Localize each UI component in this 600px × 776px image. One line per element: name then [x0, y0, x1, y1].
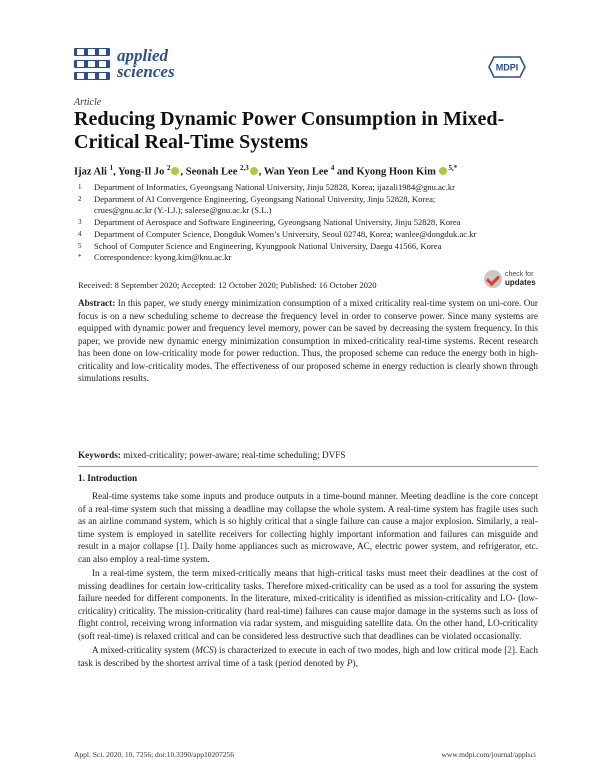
author-affil-mark: 2 [166, 164, 171, 172]
affiliation-list [78, 182, 538, 264]
paragraph-text: ]. Each task is described by the shortest arrival time of a task (period denoted by [78, 645, 539, 668]
check-updates-line2: updates [505, 277, 536, 287]
acronym: MCS [195, 645, 214, 655]
article-type: Article [74, 97, 102, 108]
affiliation-text: Correspondence: kyong.kim@knu.ac.kr [94, 252, 232, 263]
affiliation-number: * [78, 253, 82, 262]
paragraph-text: Real-time systems take some inputs and produce outputs in a time-bound manner. Meeting deadline is the core concept of a real-time system such that missing a deadline may collapse the whole system. A real-time system has fragile uses such as an airline command system, which is so highly critical that a single failure can cause a major explosion. Similarly, a real-time system is employed in satellite receivers for collecting highly important information and failures can misguide and result in a major collapse [ [78, 491, 538, 551]
affiliation-text: Department of AI Convergence Engineering, Gyeongsang National University, Jinju 52828, Korea; [94, 193, 436, 204]
affiliation-number: 2 [78, 194, 82, 203]
publisher-name: MDPI [495, 62, 519, 73]
paragraph-text: ) is characterized to execute in each of two modes, high and low critical mode [ [213, 645, 508, 655]
paragraph-text: ), [352, 657, 358, 668]
author-name[interactable]: Yong-Il Jo [117, 166, 165, 178]
affiliation-text: Department of Computer Science, Dongduk Women’s University, Seoul 02748, Korea; wanlee@dongduk.ac.kr [94, 228, 477, 239]
author-affil-mark: 4 [330, 164, 335, 172]
author-affil-mark: 5,* [448, 164, 458, 172]
article-title: Reducing Dynamic Power Consumption in Mixed-Critical Real-Time Systems [74, 108, 505, 153]
affiliation-text: School of Computer Science and Engineering, Kyungpook National University, Daegu 41566, Korea [94, 240, 442, 251]
journal-logo[interactable] [74, 46, 175, 82]
affiliation-number: 4 [78, 229, 82, 238]
author-affil-mark: 1 [109, 164, 114, 172]
journal-name-line2: sciences [117, 62, 175, 81]
keywords-label: Keywords: [78, 450, 121, 460]
keywords [78, 450, 538, 460]
author-name[interactable]: Seonah Lee [185, 166, 238, 178]
affiliation-text: Department of Informatics, Gyeongsang National University, Jinju 52828, Korea; ijazali1984@gnu.ac.kr [94, 182, 456, 192]
page-footer [74, 750, 536, 759]
affiliation-number: 5 [78, 241, 82, 250]
check-updates-line1: check for [505, 270, 534, 278]
affiliation-item [78, 252, 538, 264]
reference-link[interactable]: 1 [179, 541, 184, 551]
abstract [78, 297, 538, 385]
orcid-icon[interactable] [439, 167, 447, 175]
paragraph [78, 490, 538, 565]
section-title: 1. Introduction [78, 473, 138, 483]
journal-name-line1: applied [117, 46, 168, 65]
publication-dates: Received: 8 September 2020; Accepted: 12 October 2020; Published: 16 October 2020 [78, 280, 377, 290]
publisher-logo-icon[interactable] [488, 56, 526, 78]
section-divider [78, 466, 538, 467]
citation: Appl. Sci. 2020, 10, 7256; doi:10.3390/app10207256 [74, 750, 234, 759]
orcid-icon[interactable] [250, 167, 258, 175]
check-updates-icon [484, 270, 502, 288]
affiliation-item [78, 241, 538, 253]
journal-url[interactable]: www.mdpi.com/journal/applsci [441, 750, 536, 759]
math-symbol: P [346, 657, 353, 668]
affiliation-item [78, 217, 538, 229]
author-name[interactable]: Ijaz Ali [74, 166, 107, 178]
orcid-icon[interactable] [171, 167, 179, 175]
body-text [78, 490, 538, 671]
abstract-label: Abstract: [78, 298, 116, 308]
keywords-text: mixed-criticality; power-aware; real-time scheduling; DVFS [123, 450, 346, 460]
abstract-text: In this paper, we study energy minimization consumption of a mixed criticality real-time system on uni-core. Our focus is on a new scheduling scheme to decrease the frequency level in order to conserve power. Since many systems are equipped with dynamic power and frequency level memory, power can be saved by decreasing the system frequency. In this paper, we provide new dynamic energy minimization consumption in mixed-criticality real-time systems. Recent research has been done on low-criticality mode for power reduction. Thus, the proposed scheme can reduce the energy both in high-criticality and low-criticality modes. The effectiveness of our proposed scheme in energy reduction is clearly shown through simulations results. [78, 298, 538, 383]
paragraph-text: A mixed-criticality system ( [92, 645, 196, 655]
affiliation-text: crues@gnu.ac.kr (Y.-I.J.); saleese@gnu.ac.kr (S.L.) [94, 205, 272, 216]
affiliation-number: 1 [78, 183, 82, 191]
author-name[interactable]: Kyong Hoon Kim [356, 166, 436, 178]
affiliation-item [78, 182, 538, 194]
reference-link[interactable]: 2 [507, 645, 512, 655]
affiliation-item [78, 194, 538, 217]
affiliation-text: Department of Aerospace and Software Engineering, Gyeongsang National University, Jinju 52828, Korea [94, 217, 461, 228]
paragraph: In a real-time system, the term mixed-critically means that high-critical tasks must meet their deadlines at the cost of missing deadlines for certain low-criticality tasks. Therefore mixed-criticality can be used as a tool for assuring the system failure needed for different components. In the literature, mixed-criticality is identified as mission-criticality and LO- (low-criticality) criticality. The mission-criticality (hard real-time) failures can cause major damage in the systems such as loss of flight control, receiving wrong information via radar system, and misguiding satellite data. On the other hand, LO-criticality (soft real-time) is relaxed critical and can be considered less destructive such that deadlines can be violated occasionally. [78, 568, 538, 641]
author-name[interactable]: Wan Yeon Lee [263, 166, 329, 178]
check-for-updates-button[interactable] [484, 270, 536, 288]
journal-name [117, 48, 175, 80]
author-affil-mark: 2,3 [240, 164, 249, 172]
paragraph-text: ]. Daily home appliances such as microwave, AC, electric power system, and refrigerator, etc. can also employ a real-time system. [78, 541, 538, 564]
paragraph [78, 644, 538, 669]
affiliation-number: 3 [78, 218, 82, 227]
affiliation-item [78, 229, 538, 241]
author-list: Ijaz Ali $^1$, Yong-Il Jo $^2$ , Seonah Lee $^{2,3}$ , Wan Yeon Lee $^4$ and Kyong Hoon Kim $^{5,*}$ [74, 164, 458, 178]
journal-logo-icon [74, 46, 110, 82]
